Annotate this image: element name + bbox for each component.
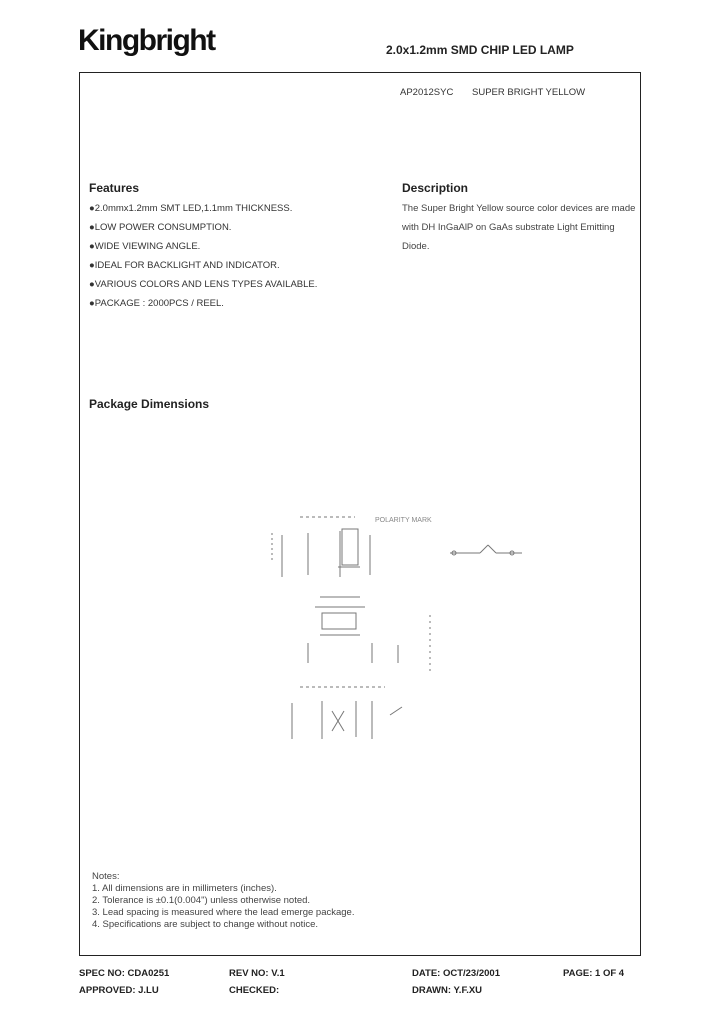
drawn-by: DRAWN: Y.F.XU <box>412 985 483 996</box>
revision-number: REV NO: V.1 <box>229 968 285 979</box>
feature-item: ●PACKAGE : 2000PCS / REEL. <box>89 298 224 309</box>
package-dimensions-drawing <box>260 505 540 745</box>
feature-item: ●WIDE VIEWING ANGLE. <box>89 241 201 252</box>
kingbright-logo: Kingbright <box>78 24 215 57</box>
spec-number: SPEC NO: CDA0251 <box>79 968 170 979</box>
checked-by: CHECKED: <box>229 985 280 996</box>
part-number: AP2012SYC <box>400 87 454 98</box>
notes-heading: Notes: <box>92 871 120 882</box>
note-item: 4. Specifications are subject to change without notice. <box>92 919 319 930</box>
part-color-name: SUPER BRIGHT YELLOW <box>472 87 586 98</box>
feature-item: ●LOW POWER CONSUMPTION. <box>89 222 232 233</box>
page-indicator: PAGE: 1 OF 4 <box>563 968 625 979</box>
package-dimensions-heading: Package Dimensions <box>89 397 210 411</box>
document-title: 2.0x1.2mm SMD CHIP LED LAMP <box>386 43 574 57</box>
description-line: The Super Bright Yellow source color devices are made <box>402 203 636 214</box>
feature-item: ●2.0mmx1.2mm SMT LED,1.1mm THICKNESS. <box>89 203 293 214</box>
polarity-mark-label: POLARITY MARK <box>375 517 432 524</box>
note-item: 1. All dimensions are in millimeters (inches). <box>92 883 277 894</box>
approved-by: APPROVED: J.LU <box>79 985 159 996</box>
note-item: 2. Tolerance is ±0.1(0.004") unless otherwise noted. <box>92 895 311 906</box>
feature-item: ●VARIOUS COLORS AND LENS TYPES AVAILABLE. <box>89 279 318 290</box>
document-date: DATE: OCT/23/2001 <box>412 968 500 979</box>
features-heading: Features <box>89 181 140 195</box>
description-line: Diode. <box>402 241 430 252</box>
description-line: with DH InGaAlP on GaAs substrate Light Emitting <box>402 222 615 233</box>
feature-item: ●IDEAL FOR BACKLIGHT AND INDICATOR. <box>89 260 280 271</box>
description-heading: Description <box>402 181 469 195</box>
note-item: 3. Lead spacing is measured where the lead emerge package. <box>92 907 355 918</box>
